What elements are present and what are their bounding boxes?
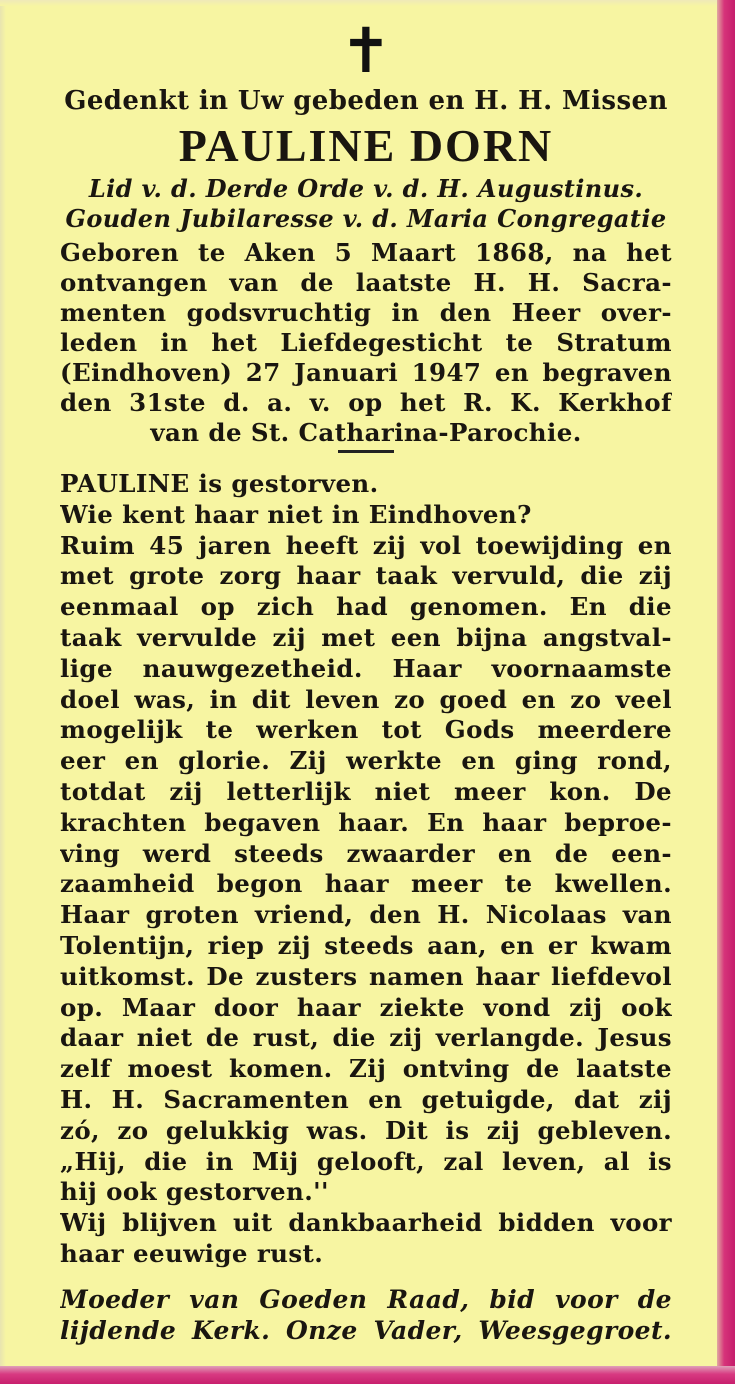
title-line: Gouden Jubilaresse v. d. Maria Congregatie [65,204,667,233]
eulogy-line: taak vervulde zij met een bijna angstval- [60,622,672,652]
card-top-edge [0,0,735,6]
biography-block [60,238,672,448]
eulogy-line: daar niet de rust, die zij verlangde. Jesus [60,1023,672,1053]
card-right-border [717,0,735,1384]
eulogy-line: „Hij, die in Mij gelooft, zal leven, al is [60,1146,672,1176]
eulogy-line: Tolentijn, riep zij steeds aan, en er kwam [60,930,672,960]
biography-line: ontvangen van de laatste H. H. Sacra- [60,268,672,297]
eulogy-line: mogelijk te werken tot Gods meerdere [60,715,672,745]
remembrance-heading: Gedenkt in Uw gebeden en H. H. Missen [64,86,668,116]
eulogy-line: doel was, in dit leven zo goed en zo veel [60,684,672,714]
eulogy-line: uitkomst. De zusters namen haar liefdevol [60,961,672,991]
eulogy-line: Wij blijven uit dankbaarheid bidden voor [60,1208,672,1238]
eulogy-line: H. H. Sacramenten en getuigde, dat zij [60,1084,672,1114]
biography-line: den 31ste d. a. v. op het R. K. Kerkhof [60,388,672,417]
eulogy-block [60,469,672,1270]
deceased-name: PAULINE DORN [178,120,554,171]
card-content [60,14,672,1346]
eulogy-line: haar eeuwige rust. [60,1238,324,1268]
eulogy-line: op. Maar door haar ziekte vond zij ook [60,992,672,1022]
biography-line: van de St. Catharina-Parochie. [150,418,582,447]
eulogy-line: PAULINE is gestorven. [60,469,379,498]
eulogy-line: ving werd steeds zwaarder en de een- [60,838,672,868]
prayer-line: Moeder van Goeden Raad, bid voor de [60,1284,672,1314]
title-line: Lid v. d. Derde Orde v. d. H. Augustinus. [88,174,644,203]
prayer-line: lijdende Kerk. Onze Vader, Weesgegroet. [60,1315,672,1345]
eulogy-line: lige nauwgezetheid. Haar voornaamste [60,653,672,683]
biography-line: (Eindhoven) 27 Januari 1947 en begraven [60,358,672,387]
eulogy-line: eenmaal op zich had genomen. En die [60,592,672,622]
eulogy-line: zelf moest komen. Zij ontving de laatste [60,1054,672,1084]
eulogy-line: Haar groten vriend, den H. Nicolaas van [60,900,672,930]
cross-icon: ✝ [340,14,392,87]
prayer-block [60,1284,672,1346]
eulogy-line: zaamheid begon haar meer te kwellen. [60,869,672,899]
titles-block [60,174,672,234]
card-bottom-border [0,1366,735,1384]
eulogy-line: krachten begaven haar. En haar beproe- [60,807,672,837]
eulogy-line: eer en glorie. Zij werkte en ging rond, [60,746,672,776]
eulogy-line: met grote zorg haar taak vervuld, die zij [60,561,672,591]
eulogy-line: zó, zo gelukkig was. Dit is zij gebleven. [60,1115,672,1145]
card-left-edge [0,0,6,1384]
biography-line: menten godsvruchtig in den Heer over- [60,298,672,327]
biography-line: Geboren te Aken 5 Maart 1868, na het [60,238,672,267]
eulogy-line: totdat zij letterlijk niet meer kon. De [60,776,672,806]
eulogy-line: Wie kent haar niet in Eindhoven? [60,499,532,529]
divider-rule [338,450,394,453]
biography-line: leden in het Liefdegesticht te Stratum [60,328,672,357]
eulogy-line: hij ook gestorven.'' [60,1177,329,1207]
eulogy-line: Ruim 45 jaren heeft zij vol toewijding en [60,530,672,560]
